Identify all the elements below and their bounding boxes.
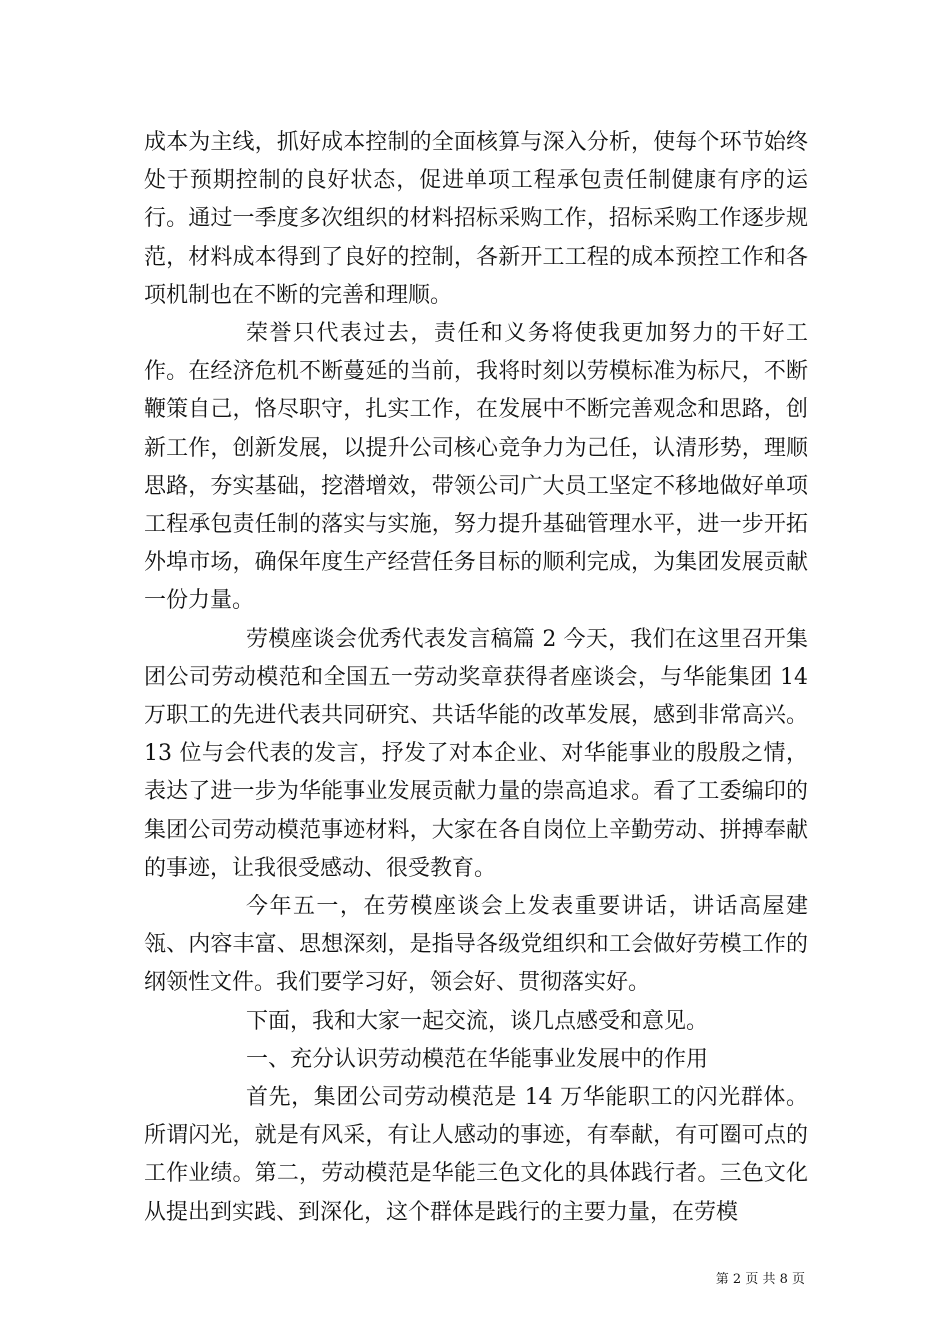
paragraph-5: 下面，我和大家一起交流，谈几点感受和意见。 [246,1008,709,1034]
paragraph-3: 劳模座谈会优秀代表发言稿篇 2 今天，我们在这里召开集团公司劳动模范和全国五一劳动奖章获得者座谈会，与华能集团 14 万职工的先进代表共同研究、共话华能的改革发展，感到非常高兴。13 位与会代表的发言，抒发了对本企业、对华能事业的殷殷之情，表达了进一步为华能事业发展贡献力量的崇高追求。看了工委编印的集团公司劳动模范事迹材料，大家在各自岗位上辛勤劳动、拼搏奉献的事迹，让我很受感动、很受教育。 [144,626,808,881]
paragraph-1: 成本为主线，抓好成本控制的全面核算与深入分析，使每个环节始终处于预期控制的良好状态，促进单项工程承包责任制健康有序的运行。通过一季度多次组织的材料招标采购工作，招标采购工作逐步规范，材料成本得到了良好的控制，各新开工工程的成本预控工作和各项机制也在不断的完善和理顺。 [144,130,808,308]
paragraph-4: 今年五一，在劳模座谈会上发表重要讲话，讲话高屋建瓴、内容丰富、思想深刻，是指导各级党组织和工会做好劳模工作的纲领性文件。我们要学习好，领会好、贯彻落实好。 [144,894,808,996]
page-number-footer: 第 2 页 共 8 页 [715,1272,805,1287]
paragraph-2: 荣誉只代表过去，责任和义务将使我更加努力的干好工作。在经济危机不断蔓延的当前，我将时刻以劳模标准为标尺，不断鞭策自己，恪尽职守，扎实工作，在发展中不断完善观念和思路，创新工作，创新发展，以提升公司核心竞争力为己任，认清形势，理顺思路，夯实基础，挖潜增效，带领公司广大员工坚定不移地做好单项工程承包责任制的落实与实施，努力提升基础管理水平，进一步开拓外埠市场，确保年度生产经营任务目标的顺利完成，为集团发展贡献一份力量。 [144,321,808,614]
section-heading: 一、充分认识劳动模范在华能事业发展中的作用 [246,1046,709,1072]
document-body [144,124,808,1232]
paragraph-6: 首先，集团公司劳动模范是 14 万华能职工的闪光群体。所谓闪光，就是有风采，有让人感动的事迹，有奉献，有可圈可点的工作业绩。第二，劳动模范是华能三色文化的具体践行者。三色文化从提出到实践、到深化，这个群体是践行的主要力量，在劳模 [144,1085,808,1225]
